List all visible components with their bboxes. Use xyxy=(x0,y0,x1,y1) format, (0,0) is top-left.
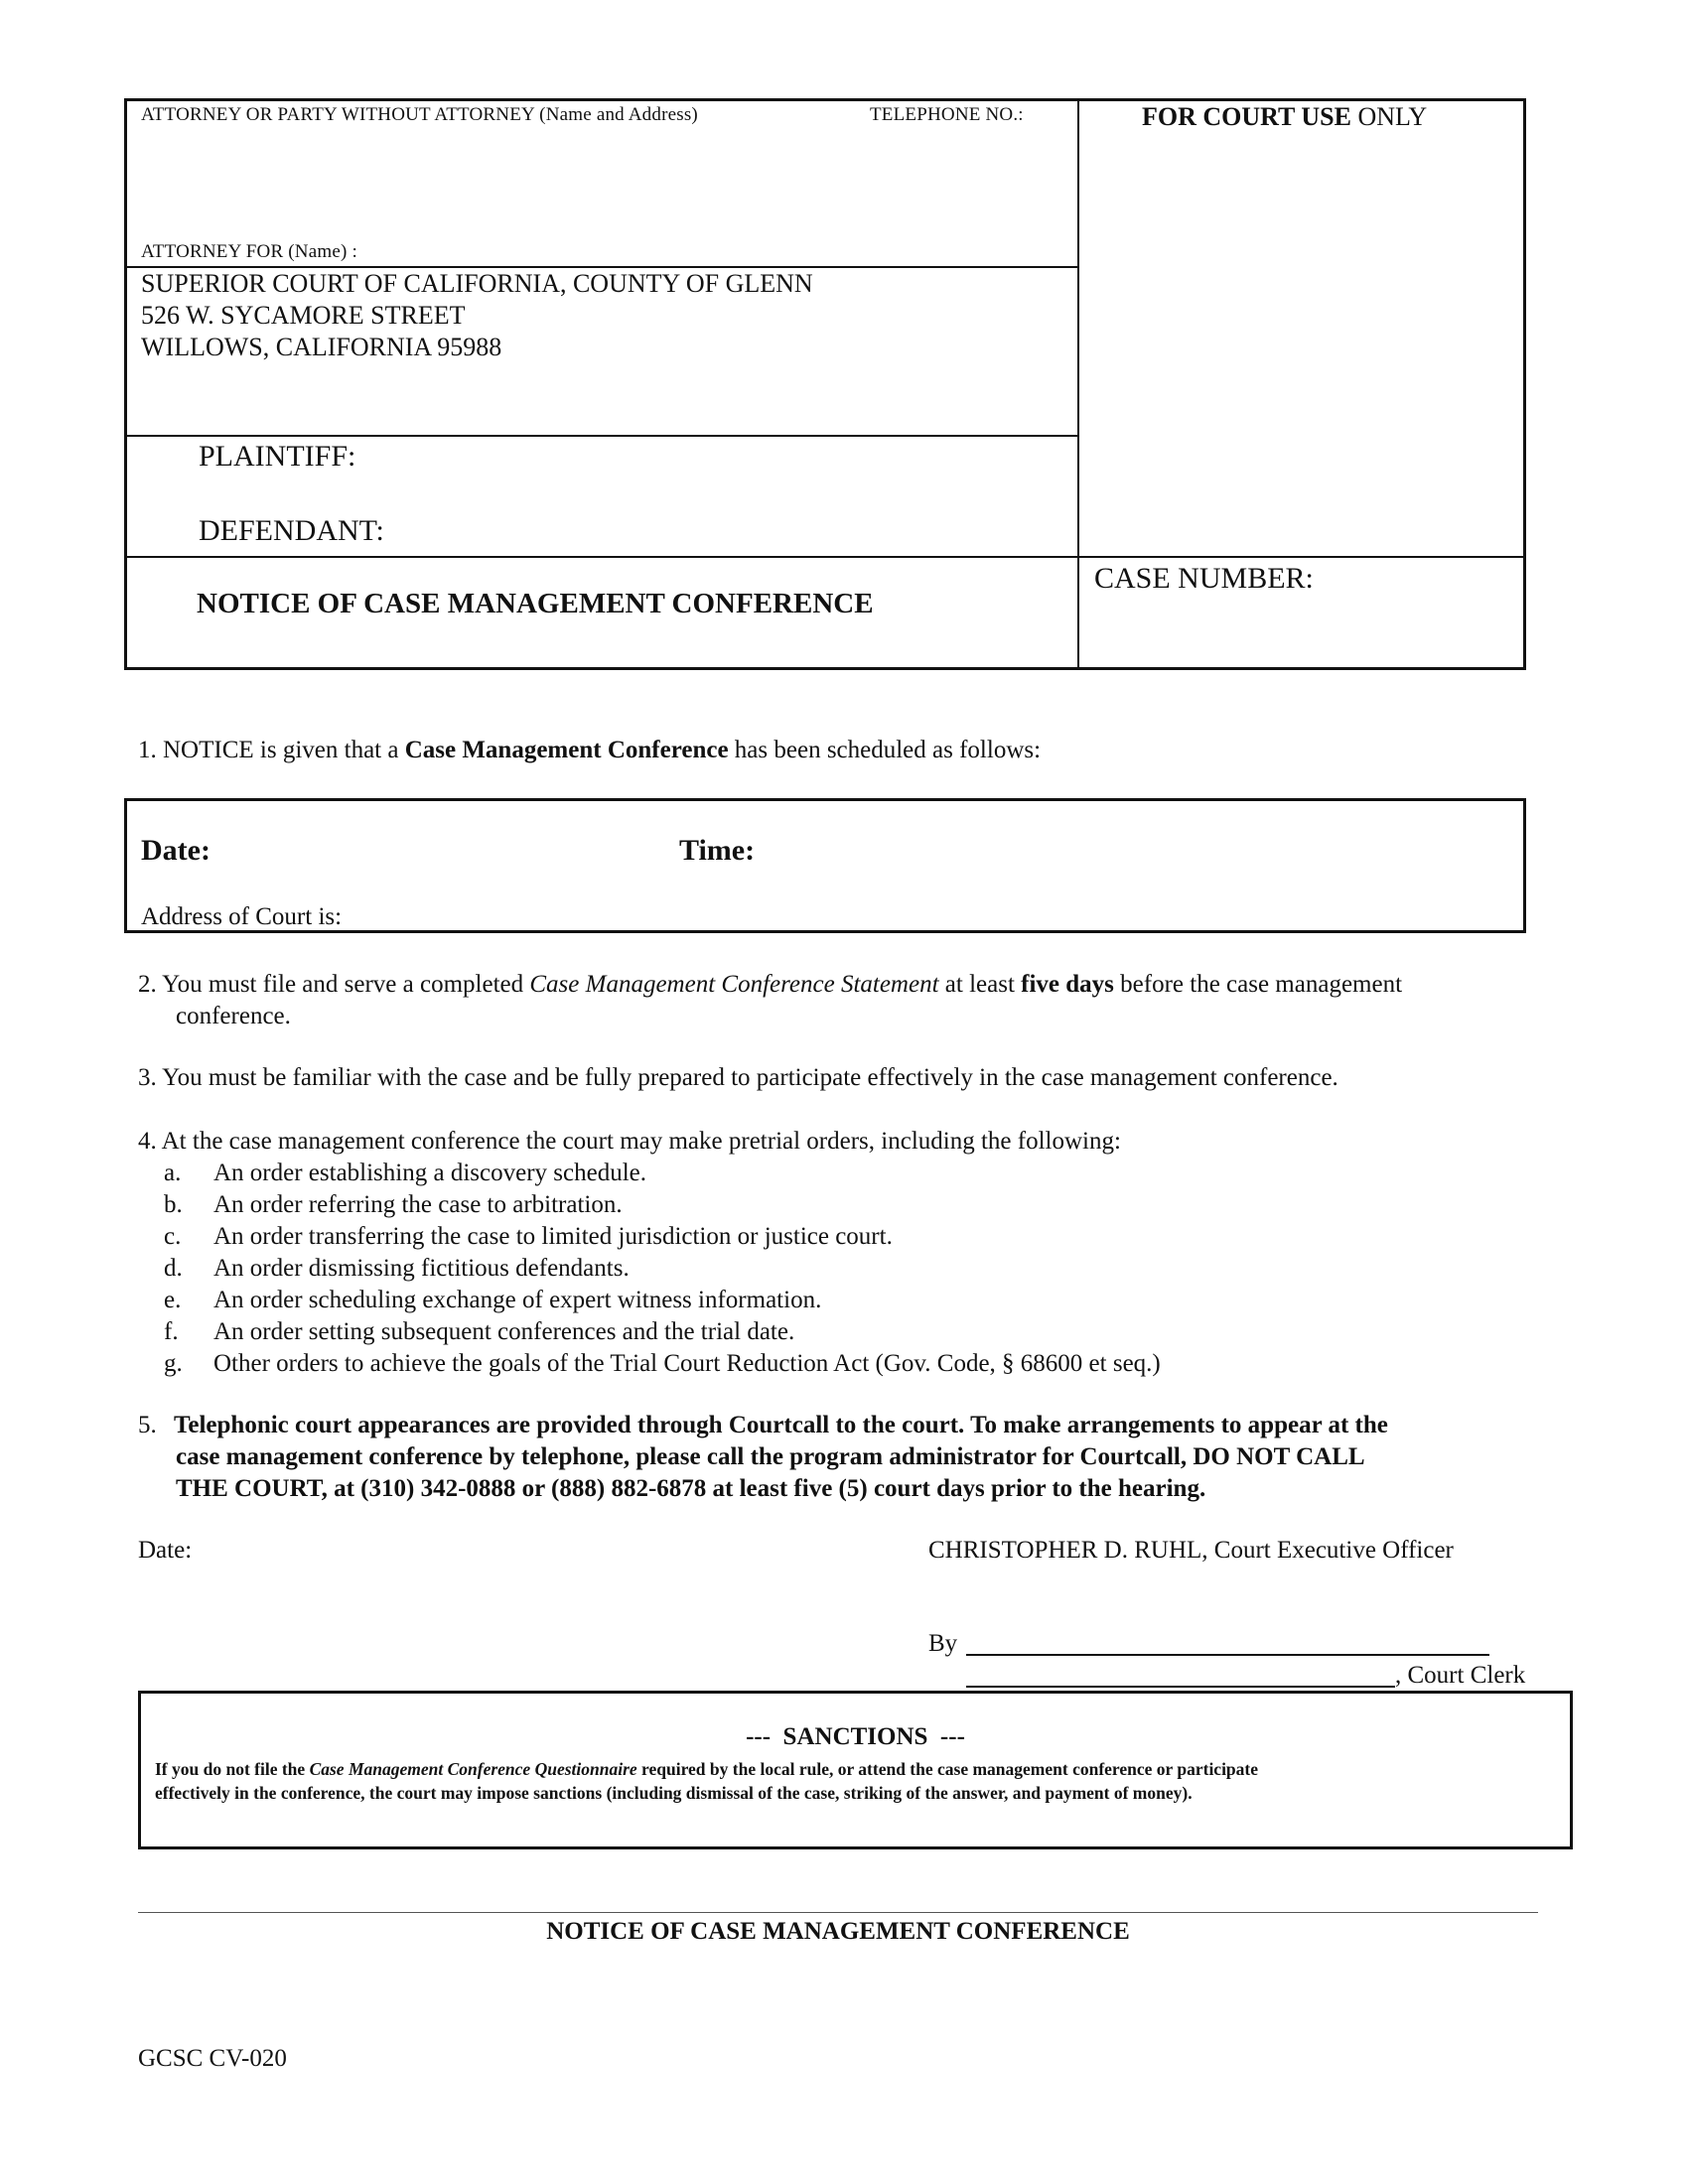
case-number-field[interactable] xyxy=(1092,602,1514,659)
order-item-c xyxy=(164,1221,893,1253)
item1-text xyxy=(138,735,1041,766)
attorney-label: ATTORNEY OR PARTY WITHOUT ATTORNEY (Name and Address) xyxy=(141,104,698,125)
case-number-label: CASE NUMBER: xyxy=(1094,562,1314,595)
order-text: An order scheduling exchange of expert witness information. xyxy=(213,1287,822,1313)
item2-italic: Case Management Conference Statement xyxy=(529,971,939,998)
clerk-signature-line[interactable] xyxy=(966,1654,1489,1656)
schedule-time-label: Time: xyxy=(679,834,756,867)
item1-bold: Case Management Conference xyxy=(404,737,729,763)
court-executive-officer: CHRISTOPHER D. RUHL, Court Executive Officer xyxy=(928,1537,1454,1564)
caption-divider-vertical xyxy=(1077,98,1079,670)
telephone-field[interactable] xyxy=(870,133,1068,173)
schedule-address-field[interactable] xyxy=(367,897,1509,927)
court-name-line1: SUPERIOR COURT OF CALIFORNIA, COUNTY OF GLENN xyxy=(141,269,813,298)
schedule-address-label: Address of Court is: xyxy=(141,903,343,930)
sanctions-text xyxy=(155,1757,1258,1805)
item2-text xyxy=(138,969,1402,1001)
order-item-b xyxy=(164,1189,623,1221)
order-text: An order setting subsequent conferences and the trial date. xyxy=(213,1318,795,1345)
order-letter: e. xyxy=(164,1287,182,1313)
order-letter: g. xyxy=(164,1350,183,1377)
item4-intro: 4. At the case management conference the court may make pretrial orders, including the following: xyxy=(138,1128,1121,1155)
schedule-date-field[interactable] xyxy=(228,830,645,870)
order-item-d xyxy=(164,1253,630,1285)
item5-line2: case management conference by telephone, please call the program administrator for Courtcall, DO NOT CALL xyxy=(176,1443,1365,1470)
footer-title: NOTICE OF CASE MANAGEMENT CONFERENCE xyxy=(546,1918,1130,1945)
order-text: An order referring the case to arbitration. xyxy=(213,1191,623,1218)
item2-middle: at least xyxy=(938,971,1022,998)
caption-divider-title xyxy=(124,556,1526,558)
attorney-for-label: ATTORNEY FOR (Name) : xyxy=(141,241,357,262)
order-letter: b. xyxy=(164,1191,183,1218)
item3-text: 3. You must be familiar with the case and be fully prepared to participate effectively in the case management conference. xyxy=(138,1064,1338,1091)
attorney-for-field[interactable] xyxy=(397,238,1062,264)
court-use-rest: ONLY xyxy=(1350,102,1428,131)
item5-line3: THE COURT, at (310) 342-0888 or (888) 882-6878 at least five (5) court days prior to the hearing. xyxy=(176,1475,1206,1502)
order-letter: d. xyxy=(164,1255,183,1282)
order-letter: f. xyxy=(164,1318,179,1345)
schedule-date-label: Date: xyxy=(141,834,211,867)
order-item-a xyxy=(164,1158,646,1189)
clerk-name-line[interactable] xyxy=(966,1686,1395,1688)
sanctions-line1 xyxy=(155,1757,1258,1781)
order-item-g xyxy=(164,1348,1161,1380)
caption-divider-attorney xyxy=(124,266,1079,268)
item1-prefix: 1. NOTICE is given that a xyxy=(138,737,405,763)
item5-number: 5. xyxy=(138,1412,157,1438)
sanctions-line1-rest: required by the local rule, or attend the case management conference or participate xyxy=(636,1759,1259,1779)
sanctions-italic: Case Management Conference Questionnaire xyxy=(309,1759,637,1779)
signature-date-field[interactable] xyxy=(209,1531,705,1563)
court-use-only-heading xyxy=(1142,102,1427,132)
by-label: By xyxy=(928,1630,958,1657)
defendant-field[interactable] xyxy=(407,508,1062,548)
order-item-f xyxy=(164,1316,794,1348)
defendant-label: DEFENDANT: xyxy=(199,514,384,547)
order-text: An order dismissing fictitious defendants. xyxy=(213,1255,630,1282)
court-name-line2: 526 W. SYCAMORE STREET xyxy=(141,301,466,330)
sanctions-prefix: If you do not file the xyxy=(155,1759,310,1779)
footer-rule xyxy=(138,1912,1538,1913)
item2-bold: five days xyxy=(1021,971,1114,998)
attorney-name-address-field[interactable] xyxy=(139,133,834,232)
order-letter: c. xyxy=(164,1223,182,1250)
order-item-e xyxy=(164,1285,821,1316)
order-text: Other orders to achieve the goals of the Trial Court Reduction Act (Gov. Code, § 68600 et seq.) xyxy=(213,1350,1161,1377)
plaintiff-field[interactable] xyxy=(377,437,1062,477)
order-text: An order establishing a discovery schedule. xyxy=(213,1160,646,1186)
court-use-bold: FOR COURT USE xyxy=(1142,102,1351,131)
signature-date-label: Date: xyxy=(138,1537,193,1564)
sanctions-line2: effectively in the conference, the court may impose sanctions (including dismissal of the case, striking of the answer, and payment of money). xyxy=(155,1783,1193,1803)
schedule-time-field[interactable] xyxy=(767,830,1263,870)
item2-line2: conference. xyxy=(176,1003,291,1029)
court-name-line3: WILLOWS, CALIFORNIA 95988 xyxy=(141,333,502,361)
court-clerk-label: , Court Clerk xyxy=(1395,1662,1526,1689)
item2-prefix: 2. You must file and serve a completed xyxy=(138,971,530,998)
telephone-label: TELEPHONE NO.: xyxy=(870,104,1024,125)
sanctions-heading: --- SANCTIONS --- xyxy=(746,1723,965,1750)
item5-line1: Telephonic court appearances are provided through Courtcall to the court. To make arrangements to appear at the xyxy=(174,1412,1388,1438)
plaintiff-label: PLAINTIFF: xyxy=(199,440,356,473)
order-text: An order transferring the case to limited jurisdiction or justice court. xyxy=(213,1223,893,1250)
form-number: GCSC CV-020 xyxy=(138,2045,287,2072)
item2-suffix: before the case management xyxy=(1113,971,1403,998)
form-title: NOTICE OF CASE MANAGEMENT CONFERENCE xyxy=(197,588,874,619)
order-letter: a. xyxy=(164,1160,182,1186)
item1-suffix: has been scheduled as follows: xyxy=(728,737,1042,763)
